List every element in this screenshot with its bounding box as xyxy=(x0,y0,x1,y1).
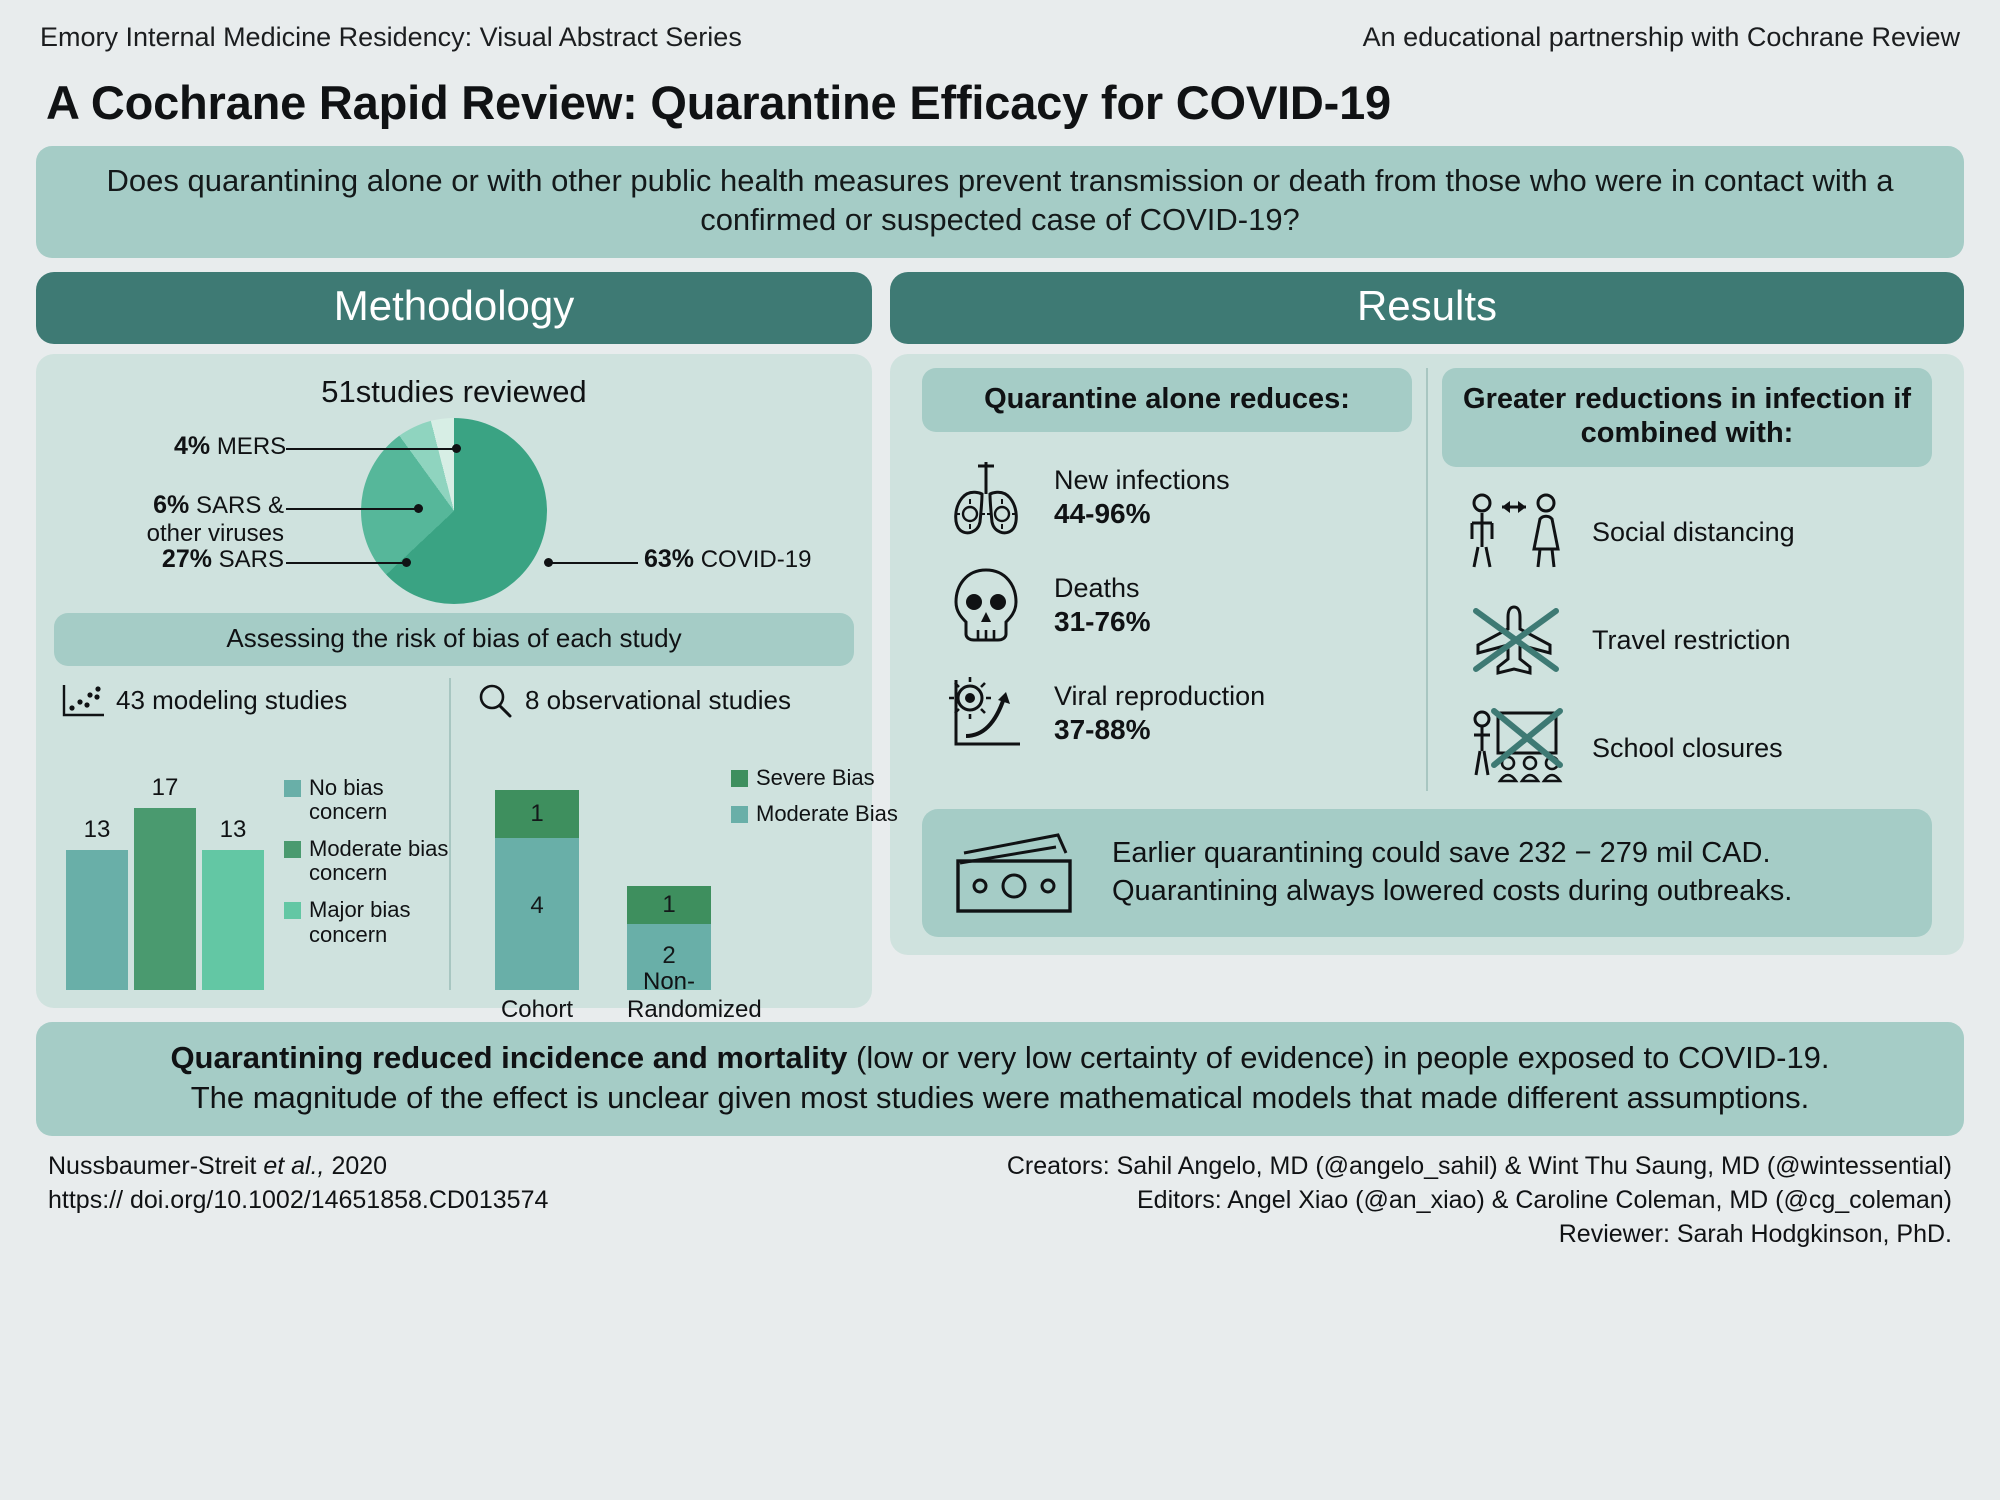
leader-dot-sars-other xyxy=(414,504,423,513)
observational-studies-chart xyxy=(451,678,898,1023)
bias-assessment-band: Assessing the risk of bias of each study xyxy=(54,613,854,666)
cost-line-1: Earlier quarantining could save 232 − 279 mil CAD. xyxy=(1112,837,1771,870)
results-column xyxy=(890,272,1964,956)
stack-segment-severe xyxy=(495,790,579,838)
results-body xyxy=(890,354,1964,956)
result-text xyxy=(1054,572,1151,638)
doi-link[interactable]: https:// doi.org/10.1002/14651858.CD013574 xyxy=(48,1185,549,1214)
page-title: A Cochrane Rapid Review: Quarantine Efficacy for COVID-19 xyxy=(46,76,1391,129)
result-text xyxy=(1054,680,1265,746)
citation-year: 2020 xyxy=(324,1152,388,1181)
observational-heading xyxy=(475,678,854,724)
conclusion-bold: Quarantining reduced incidence and mortality xyxy=(170,1039,848,1075)
result-value: 31-76% xyxy=(1054,605,1151,637)
bar-value-no-bias: 13 xyxy=(83,815,111,843)
no-airplane-icon xyxy=(1460,597,1570,683)
pie-label-sars-other: 6% SARS & other viruses xyxy=(146,490,284,548)
result-item-viral-reproduction xyxy=(922,670,1412,756)
stack-value-moderate: 4 xyxy=(530,891,544,919)
quarantine-alone-title: Quarantine alone reduces: xyxy=(922,368,1412,433)
legend-label: Moderate bias concern xyxy=(309,835,449,886)
result-label: Viral reproduction xyxy=(1054,681,1266,712)
methodology-column xyxy=(36,272,898,1023)
modeling-studies-chart xyxy=(54,678,451,990)
social-distancing-icon xyxy=(1460,489,1570,575)
stack-segment-severe xyxy=(627,886,711,924)
leader-line-covid xyxy=(550,562,638,564)
leader-dot-covid xyxy=(544,558,553,567)
results-cards xyxy=(908,368,1946,792)
methodology-header: Methodology xyxy=(36,272,872,344)
creators: Creators: Sahil Angelo, MD (@angelo_sahil) & Wint Thu Saung, MD (@wintessential) xyxy=(1006,1152,1952,1181)
legend-item xyxy=(284,776,454,825)
modeling-heading-text: 43 modeling studies xyxy=(116,685,348,715)
legend-swatch xyxy=(731,770,748,787)
stack-non-randomized xyxy=(627,886,762,1023)
partnership-label: An educational partnership with Cochrane Review xyxy=(1362,22,1960,52)
legend-label: Major bias concern xyxy=(309,897,411,947)
methodology-body xyxy=(36,354,898,1023)
leader-line-sars xyxy=(286,562,406,564)
combined-measures-card xyxy=(1428,368,1946,792)
citation-author: Nussbaumer-Streit xyxy=(48,1152,264,1181)
no-school-icon xyxy=(1460,705,1570,791)
money-icon xyxy=(946,827,1086,919)
magnifier-icon xyxy=(475,681,515,721)
conclusion-band xyxy=(36,1022,1964,1137)
pie-label-sars: 27% SARS xyxy=(161,544,284,573)
modeling-legend xyxy=(284,776,454,960)
stack-label-cohort: Cohort xyxy=(500,995,574,1023)
modeling-heading xyxy=(60,678,439,724)
legend-label: No bias concern xyxy=(309,774,388,825)
result-item-deaths xyxy=(922,562,1412,648)
legend-swatch xyxy=(284,780,301,797)
legend-item xyxy=(731,766,911,791)
studies-reviewed xyxy=(54,374,854,410)
pie-label-mers: 4% MERS xyxy=(174,431,287,460)
bias-charts-row xyxy=(54,678,898,1023)
leader-dot-mers xyxy=(452,444,461,453)
stack-value-severe: 1 xyxy=(662,890,676,918)
top-bar xyxy=(28,0,1972,53)
result-text xyxy=(1054,464,1230,530)
conclusion-rest: (low or very low certainty of evidence) in people exposed to COVID-19. xyxy=(847,1039,1830,1075)
legend-item xyxy=(731,802,911,827)
citation-italic: et al., xyxy=(263,1152,325,1181)
modeling-bar-chart xyxy=(54,760,449,990)
cost-savings-text xyxy=(1112,835,1792,910)
studies-text: studies reviewed xyxy=(355,373,587,409)
bar-major-bias xyxy=(202,815,264,990)
legend-item xyxy=(284,898,454,947)
stack-value-moderate: 2 xyxy=(662,941,676,969)
stack-value-severe: 1 xyxy=(530,799,544,827)
bar-value-major-bias: 13 xyxy=(219,815,247,843)
leader-dot-sars xyxy=(402,558,411,567)
leader-line-sars-other xyxy=(286,508,418,510)
content-columns xyxy=(36,272,1964,1023)
series-label: Emory Internal Medicine Residency: Visual Abstract Series xyxy=(40,22,742,52)
result-item-school-closures xyxy=(1442,705,1932,791)
virus-type-pie-chart xyxy=(54,412,854,607)
legend-label: Severe Bias xyxy=(756,764,875,790)
quarantine-alone-card xyxy=(908,368,1428,792)
result-value: 37-88% xyxy=(1054,713,1151,745)
lungs-icon xyxy=(940,454,1032,540)
result-item-travel-restriction xyxy=(1442,597,1932,683)
observational-heading-text: 8 observational studies xyxy=(525,685,791,715)
combined-label: Social distancing xyxy=(1592,516,1795,547)
leader-line-mers xyxy=(286,448,456,450)
legend-swatch xyxy=(731,806,748,823)
cost-line-2: Quarantining always lowered costs during outbreaks. xyxy=(1112,875,1793,908)
observational-legend xyxy=(731,766,911,839)
bar-value-moderate-bias: 17 xyxy=(151,773,179,801)
result-label: Deaths xyxy=(1054,573,1140,604)
bar-no-bias xyxy=(66,815,128,990)
studies-count: 51 xyxy=(321,373,356,409)
reviewer: Reviewer: Sarah Hodgkinson, PhD. xyxy=(1558,1219,1952,1248)
cost-savings-band xyxy=(922,809,1932,937)
legend-swatch xyxy=(284,841,301,858)
legend-label: Moderate Bias xyxy=(756,801,898,827)
observational-stacked-chart xyxy=(469,760,898,1023)
credits-block xyxy=(1007,1150,1952,1251)
result-value: 44-96% xyxy=(1054,497,1151,529)
combined-measures-title: Greater reductions in infection if combined with: xyxy=(1442,368,1932,468)
legend-swatch xyxy=(284,902,301,919)
pie-label-covid: 63% COVID-19 xyxy=(644,544,812,573)
conclusion-line2: The magnitude of the effect is unclear given most studies were mathematical models that made different assumptions. xyxy=(190,1079,1810,1115)
results-header: Results xyxy=(890,272,1964,344)
virus-growth-chart-icon xyxy=(940,670,1032,756)
citation-block xyxy=(48,1150,548,1251)
research-question: Does quarantining alone or with other public health measures prevent transmission or death from those who were in contact with a confirmed or suspected case of COVID-19? xyxy=(36,146,1964,258)
result-label: New infections xyxy=(1054,465,1230,496)
combined-label: Travel restriction xyxy=(1592,624,1791,655)
result-item-social-distancing xyxy=(1442,489,1932,575)
stack-segment-moderate xyxy=(495,838,579,990)
scatter-icon xyxy=(60,681,106,721)
bar-moderate-bias xyxy=(134,773,196,990)
citation xyxy=(48,1150,548,1184)
stack-label-non-randomized: Non-Randomized xyxy=(627,967,762,1023)
result-item-new-infections xyxy=(922,454,1412,540)
skull-icon xyxy=(940,562,1032,648)
combined-label: School closures xyxy=(1592,732,1783,763)
stack-cohort xyxy=(495,790,579,1023)
editors: Editors: Angel Xiao (@an_xiao) & Caroline Coleman, MD (@cg_coleman) xyxy=(1136,1185,1952,1214)
legend-item xyxy=(284,837,454,886)
footer xyxy=(48,1150,1952,1251)
